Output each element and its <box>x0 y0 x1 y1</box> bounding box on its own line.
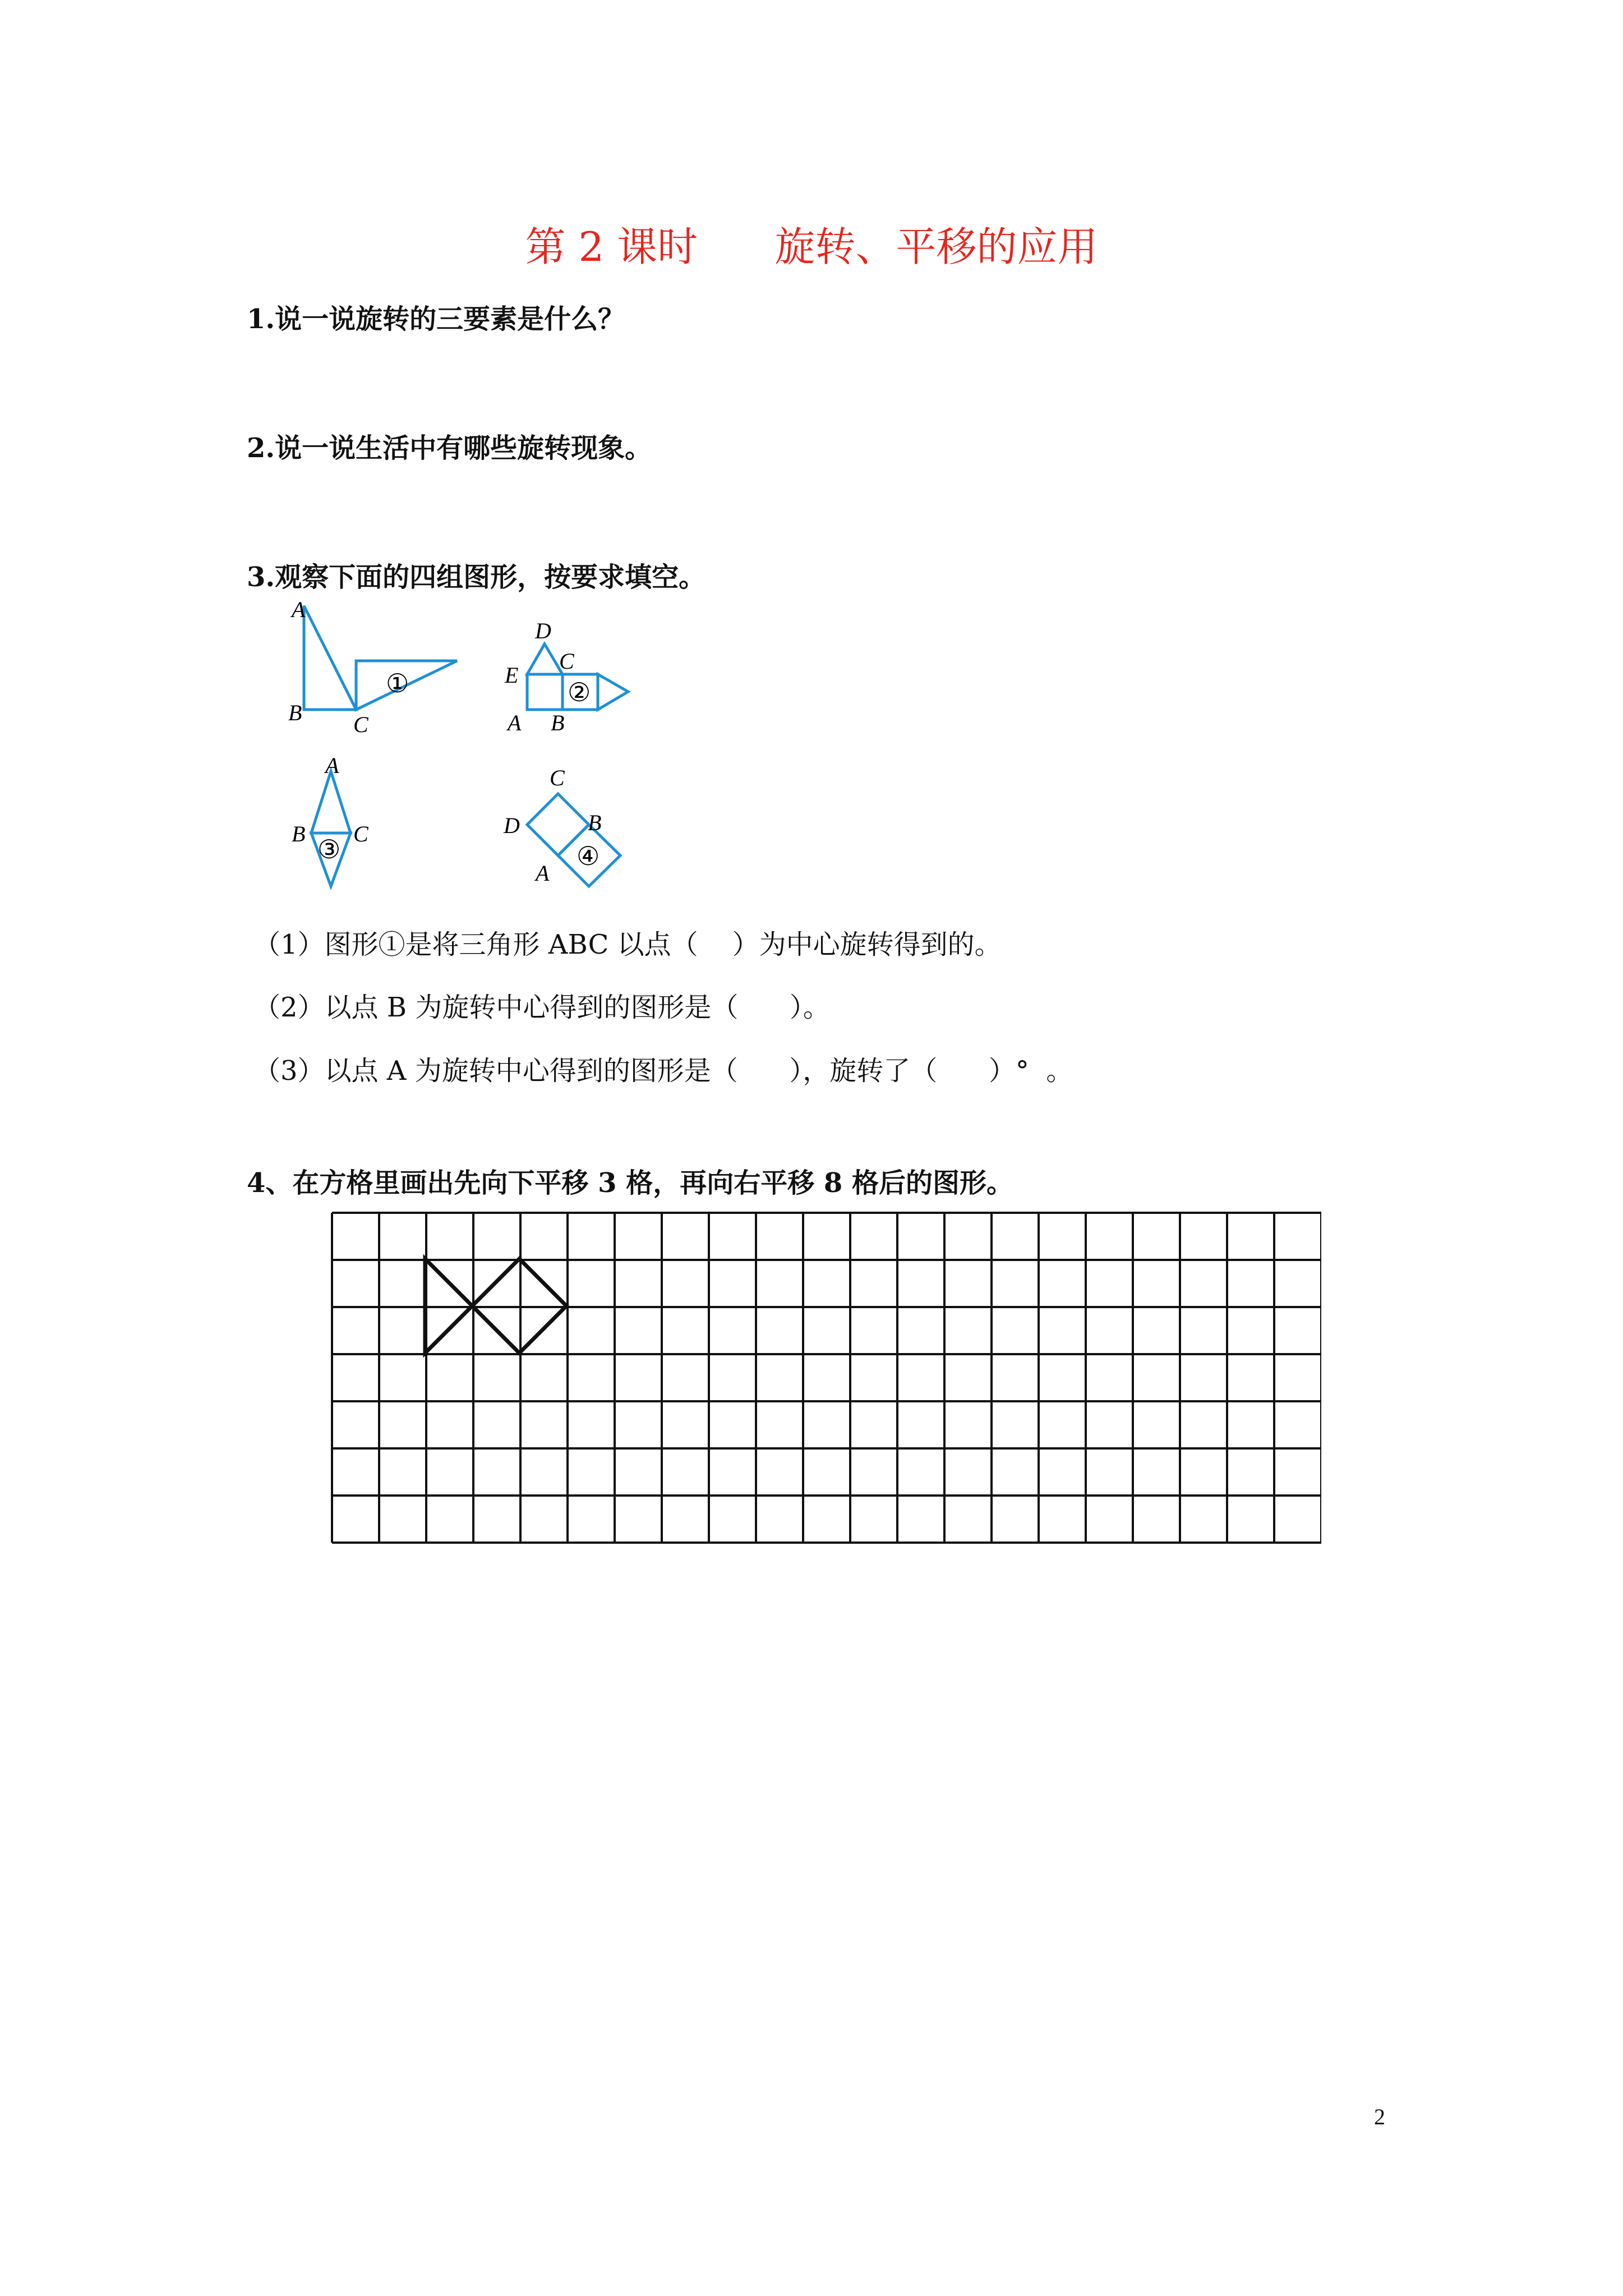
question-2: 2.说一说生活中有哪些旋转现象。 <box>247 432 652 464</box>
label-fig1-A: A <box>292 597 306 622</box>
label-fig4-A: A <box>536 861 550 886</box>
label-fig1-B: B <box>288 700 302 725</box>
label-fig2-E: E <box>505 662 519 688</box>
label-fig4-C: C <box>550 765 565 790</box>
figure-1 <box>304 606 457 710</box>
square-grid[interactable] <box>331 1212 1321 1545</box>
label-fig4-B: B <box>588 810 602 835</box>
label-fig4-D: D <box>504 813 520 838</box>
rotation-figures <box>280 595 673 909</box>
question-4: 4、在方格里画出先向下平移 3 格，再向右平移 8 格后的图形。 <box>247 1167 1014 1199</box>
label-fig3-A: A <box>325 753 339 778</box>
mark-fig2: ② <box>568 678 591 707</box>
mark-fig3: ③ <box>317 835 341 864</box>
question-1: 1.说一说旋转的三要素是什么？ <box>247 303 625 335</box>
mark-fig4: ④ <box>577 842 600 871</box>
page-number: 2 <box>1374 2104 1385 2129</box>
page-title: 第 2 课时 旋转、平移的应用 <box>525 223 1098 270</box>
question-3-part-1: （1）图形①是将三角形 ABC 以点（ ）为中心旋转得到的。 <box>253 929 1002 960</box>
question-3-part-3: （3）以点 A 为旋转中心得到的图形是（ ），旋转了（ ）° 。 <box>253 1055 1073 1087</box>
question-3: 3.观察下面的四组图形，按要求填空。 <box>247 562 706 593</box>
label-fig2-A: A <box>508 710 522 735</box>
label-fig2-B: B <box>551 710 565 735</box>
figure-3 <box>311 771 351 886</box>
mark-fig1: ① <box>386 669 409 698</box>
label-fig2-C: C <box>559 648 574 674</box>
label-fig2-D: D <box>535 618 551 643</box>
label-fig3-C: C <box>353 821 368 846</box>
label-fig1-C: C <box>353 712 368 737</box>
question-3-part-2: （2）以点 B 为旋转中心得到的图形是（ ）。 <box>253 992 830 1023</box>
label-fig3-B: B <box>292 821 306 846</box>
